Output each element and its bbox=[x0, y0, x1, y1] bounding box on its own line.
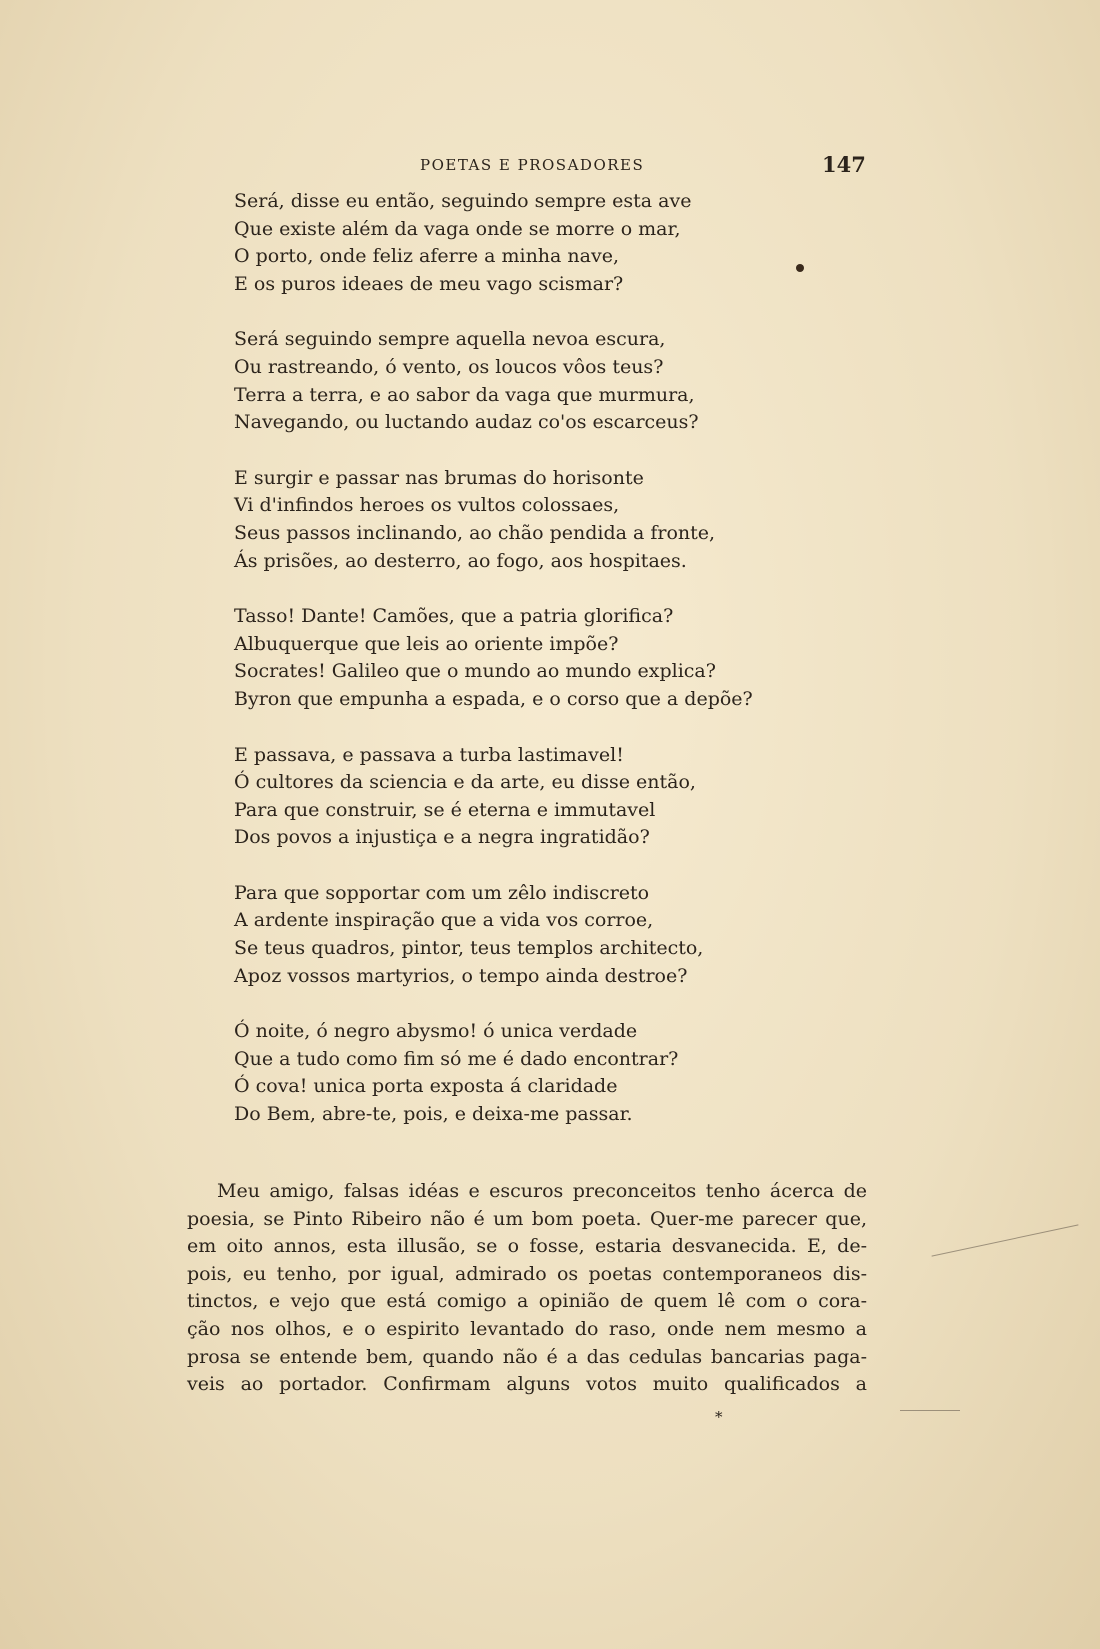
verse-line: Ó cultores da sciencia e da arte, eu disse então, bbox=[234, 771, 696, 794]
verse-line: Para que construir, se é eterna e immutavel bbox=[234, 798, 656, 821]
stanza bbox=[234, 465, 874, 575]
stanza bbox=[234, 603, 874, 713]
verse-line: Navegando, ou luctando audaz co'os escarceus? bbox=[234, 411, 699, 434]
paper-crease bbox=[900, 1410, 960, 1411]
verse-line: Ou rastreando, ó vento, os loucos vôos teus? bbox=[234, 355, 664, 378]
verse-line: E surgir e passar nas brumas do horisonte bbox=[234, 466, 644, 489]
verse-line: Ó noite, ó negro abysmo! ó unica verdade bbox=[234, 1020, 638, 1043]
verse-line: Do Bem, abre-te, pois, e deixa-me passar. bbox=[234, 1103, 633, 1126]
stanza bbox=[234, 742, 874, 852]
stanza bbox=[234, 1018, 874, 1128]
prose-line: poesia, se Pinto Ribeiro não é um bom poeta. Quer-me parecer que, bbox=[187, 1207, 867, 1230]
verse-line: Para que sopportar com um zêlo indiscreto bbox=[234, 881, 650, 904]
prose-line: Meu amigo, falsas idéas e escuros preconceitos tenho ácerca de bbox=[217, 1180, 867, 1202]
stanza bbox=[234, 880, 874, 990]
stanza bbox=[234, 326, 874, 436]
verse-line: Que a tudo como fim só me é dado encontrar? bbox=[234, 1047, 679, 1070]
ink-spot bbox=[796, 264, 804, 272]
verse-line: Ás prisões, ao desterro, ao fogo, aos hospitaes. bbox=[234, 549, 687, 572]
verse-line: Albuquerque que leis ao oriente impõe? bbox=[234, 632, 619, 655]
prose-line: pois, eu tenho, por igual, admirado os poetas contemporaneos dis- bbox=[187, 1262, 867, 1285]
verse-line: Byron que empunha a espada, e o corso que a depõe? bbox=[234, 687, 753, 710]
prose-line: prosa se entende bem, quando não é a das cedulas bancarias paga- bbox=[187, 1345, 867, 1368]
poem bbox=[234, 188, 874, 1157]
verse-line: Ó cova! unica porta exposta á claridade bbox=[234, 1075, 618, 1098]
verse-line: A ardente inspiração que a vida vos corroe, bbox=[234, 909, 654, 932]
verse-line: Será seguindo sempre aquella nevoa escura, bbox=[234, 328, 666, 351]
verse-line: E passava, e passava a turba lastimavel! bbox=[234, 743, 624, 766]
prose-line: tinctos, e vejo que está comigo a opinião de quem lê com o cora- bbox=[187, 1290, 867, 1313]
page-number: 147 bbox=[822, 152, 866, 177]
running-title: POETAS E PROSADORES bbox=[420, 156, 645, 174]
prose-line: veis ao portador. Confirmam alguns votos muito qualificados a bbox=[187, 1373, 867, 1396]
verse-line: Socrates! Galileo que o mundo ao mundo explica? bbox=[234, 660, 716, 683]
verse-line: Vi d'infindos heroes os vultos colossaes, bbox=[234, 494, 620, 517]
prose-paragraph bbox=[187, 1178, 867, 1399]
stanza bbox=[234, 188, 874, 298]
page-header bbox=[0, 154, 1100, 180]
verse-line: Que existe além da vaga onde se morre o mar, bbox=[234, 217, 681, 240]
verse-line: O porto, onde feliz aferre a minha nave, bbox=[234, 245, 619, 268]
verse-line: Se teus quadros, pintor, teus templos architecto, bbox=[234, 937, 704, 960]
verse-line: Apoz vossos martyrios, o tempo ainda destroe? bbox=[234, 964, 688, 987]
verse-line: Seus passos inclinando, ao chão pendida a fronte, bbox=[234, 521, 716, 544]
paper-crease bbox=[932, 1224, 1079, 1256]
verse-line: Dos povos a injustiça e a negra ingratidão? bbox=[234, 826, 650, 849]
verse-line: E os puros ideaes de meu vago scismar? bbox=[234, 272, 624, 295]
verse-line: Tasso! Dante! Camões, que a patria glorifica? bbox=[234, 605, 674, 628]
signature-mark: * bbox=[715, 1408, 723, 1426]
prose-line: em oito annos, esta illusão, se o fosse, estaria desvanecida. E, de- bbox=[187, 1235, 867, 1258]
verse-line: Terra a terra, e ao sabor da vaga que murmura, bbox=[234, 383, 695, 406]
prose-line: ção nos olhos, e o espirito levantado do raso, onde nem mesmo a bbox=[187, 1317, 867, 1340]
verse-line: Será, disse eu então, seguindo sempre esta ave bbox=[234, 190, 692, 212]
